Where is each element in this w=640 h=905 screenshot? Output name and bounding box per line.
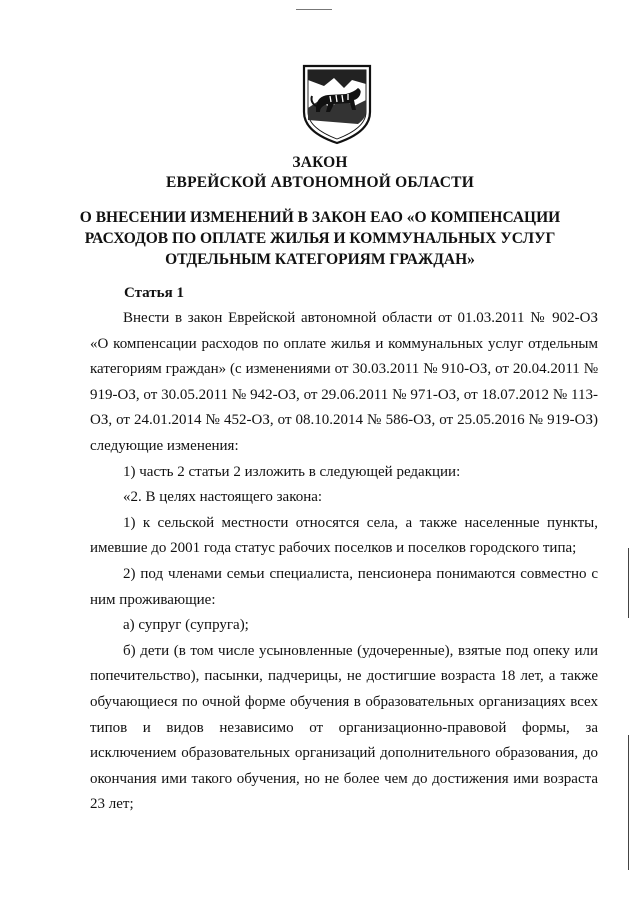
subject-line-3: ОТДЕЛЬНЫМ КАТЕГОРИЯМ ГРАЖДАН» (165, 251, 475, 268)
paragraph: «2. В целях настоящего закона: (123, 489, 323, 506)
scan-edge-mark (628, 548, 629, 618)
paragraph: 2) под членами семьи специалиста, пенсионера понимаются совместно с ним проживающие: (90, 565, 598, 608)
region-title: ЕВРЕЙСКОЙ АВТОНОМНОЙ ОБЛАСТИ (166, 174, 474, 191)
paragraph: б) дети (в том числе усыновленные (удочеренные), взятые под опеку или попечительство), пасынки, падчерицы, не достигшие возраста 18 лет, а также обучающиеся по очной форме обучения в образовательных организациях всех типов и видов независимо от организационно-правовой формы, за исключением образовательных организаций дополнительного образования, до окончания ими такого обучения, но не более чем до достижения ими возраста 23 лет; (90, 642, 598, 813)
article-heading: Статья 1 (124, 285, 184, 301)
subject-line-1: О ВНЕСЕНИИ ИЗМЕНЕНИЙ В ЗАКОН ЕАО «О КОМПЕНСАЦИИ (79, 209, 561, 226)
paragraph: Внести в закон Еврейской автономной области от 01.03.2011 № 902-ОЗ «О компенсации расходов по оплате жилья и коммунальных услуг отдельным категориям граждан» (с изменениями от 30.03.2011 № 910-ОЗ, от 20.04.2011 № 919-ОЗ, от 30.05.2011 № 942-ОЗ, от 29.06.2011 № 971-ОЗ, от 18.07.2012 № 113-ОЗ, от 24.01.2014 № 452-ОЗ, от 08.10.2014 № 586-ОЗ, от 25.05.2016 № 919-ОЗ) следующие изменения: (90, 310, 598, 454)
subject-line-2: РАСХОДОВ ПО ОПЛАТЕ ЖИЛЬЯ И КОММУНАЛЬНЫХ УСЛУГ (84, 230, 556, 247)
paragraph: 1) к сельской местности относятся села, а также населенные пункты, имевшие до 2001 года статус рабочих поселков и поселков городского типа; (90, 514, 598, 557)
article-body (90, 306, 598, 818)
scan-mark (296, 9, 332, 10)
paragraph: а) супруг (супруга); (123, 617, 249, 634)
paragraph: 1) часть 2 статьи 2 изложить в следующей редакции: (123, 463, 461, 480)
coat-of-arms-icon (298, 62, 376, 146)
law-title: ЗАКОН (292, 154, 348, 171)
scan-edge-mark (628, 735, 629, 870)
law-subject (60, 207, 580, 270)
